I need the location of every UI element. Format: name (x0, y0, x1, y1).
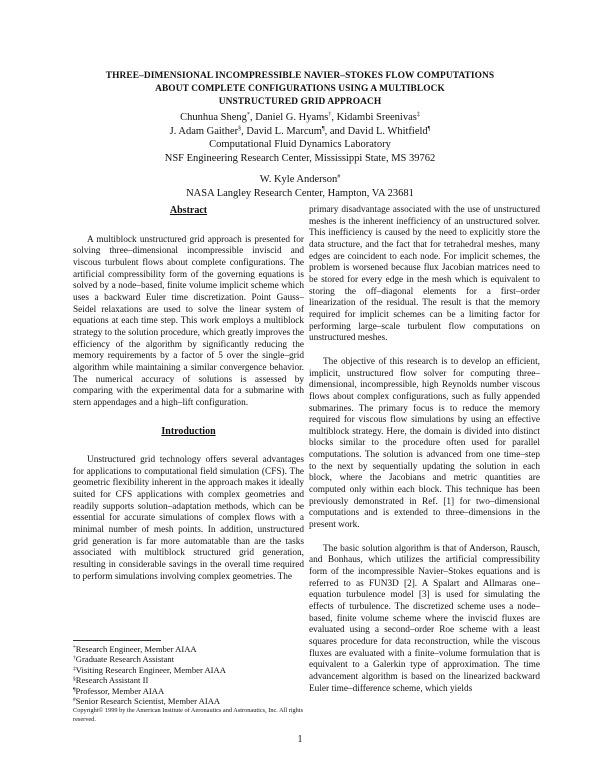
footnotes (73, 640, 304, 724)
author-mark: # (337, 174, 341, 180)
abstract-heading: Abstract (169, 205, 208, 216)
author-mark: § (238, 125, 242, 132)
footnote-rule (73, 640, 161, 641)
author-name: , Daniel G. Hyams (249, 112, 329, 123)
author-mark: * (246, 112, 250, 118)
affiliation-center: NSF Engineering Research Center, Mississippi State, MS 39762 (164, 152, 436, 164)
author-mark: ¶ (427, 125, 431, 132)
abstract-text: A multiblock unstructured grid approach is presented for solving three–dimensional incompressible inviscid and viscous turbulent flows about complete configurations. The artificial compressibility form of the governing equations is solved by a node–based, finite volume implicit scheme which uses a backward Euler time discretization. Point Gauss–Seidel relaxations are used to solve the linear system of equations at each time step. This work employs a multiblock strategy to the solution procedure, which greatly improves the efficiency of the algorithm by significantly reducing the memory requirements by a factor of 5 over the single–grid algorithm while maintaining a similar convergence behavior. The numerical accuracy of solutions is assessed by comparing with the experimental data for a submarine with stern appendages and a high–lift configuration. (73, 234, 304, 408)
right-column (309, 205, 540, 707)
intro-paragraph-1: Unstructured grid technology offers several advantages for applications to computational field simulation (CFS). The geometric flexibility inherent in the approach makes it ideally suited for CFS applications with complex geometries and readily supports solution–adaptation methods, which can be essential for accurate simulations of complex flows with a minimal number of mesh points. In addition, unstructured grid generation is far more automatable than are the tasks associated with multiblock structured grid generation, resulting in considerable savings in the overall time required to perform simulations involving complex geometries. The (73, 455, 304, 582)
author-name: , Kidambi Sreenivas (331, 112, 417, 123)
author-name: W. Kyle Anderson (259, 174, 338, 185)
author-name: , and David L. Whitfield (324, 125, 428, 137)
intro-paragraph-4: The basic solution algorithm is that of Anderson, Rausch, and Bonhaus, which utilizes the artificial compressibility form of the incompressible Navier–Stokes equations and is referred to as FUN3D [2]. A Spalart and Allmaras one–equation turbulence model [3] is used for simulating the effects of turbulence. The discretized scheme uses a node–based, finite volume scheme where the inviscid fluxes are evaluated using a second–order Roe scheme with a least squares procedure for data reconstruction, while the viscous fluxes are evaluated with a finite–volume formulation that is equivalent to a Galerkin type of approximation. The time advancement algorithm is based on the linearized backward Euler time–difference scheme, which yields (309, 543, 540, 694)
author-line-2 (60, 125, 540, 139)
author-mark: † (328, 112, 332, 118)
footnote: §Research Assistant II (73, 675, 149, 686)
author-block (60, 111, 540, 200)
footnote: #Senior Research Scientist, Member AIAA (73, 696, 221, 707)
introduction-heading: Introduction (161, 425, 216, 437)
intro-paragraph-3: The objective of this research is to develop an efficient, implicit, unstructured flow solver for computing three–dimensional, incompressible, high Reynolds number viscous flows about complex configurations, such as fully appended submarines. The primary focus is to reduce the memory required for viscous flow simulations by using an effective multiblock strategy. Here, the domain is divided into distinct blocks similar to the procedure often used for parallel computations. The solution is advanced from one time–step to the next by sequentially updating the solution in each block, where the Jacobians and metric quantities are computed only within each block. This technique has been previously demonstrated in Ref. [1] for two–dimensional computations and is extended to three–dimensions in the present work. (309, 356, 540, 531)
footnote: ‡Visiting Research Engineer, Member AIAA (73, 664, 226, 675)
title-line-2: ABOUT COMPLETE CONFIGURATIONS USING A MULTIBLOCK (155, 84, 445, 94)
paper-title (60, 70, 540, 109)
author-line-3 (60, 173, 540, 187)
author-name: Chunhua Sheng (180, 112, 247, 123)
intro-paragraph-2: primary disadvantage associated with the use of unstructured meshes is the inherent inefficiency of an unstructured solver. This inefficiency is caused by the need to explicitly store the data structure, and the fact that for tetrahedral meshes, many edges are coincident to each node. For implicit schemes, the problem is worsened because flux Jacobian matrices need to be stored for every edge in the mesh which is equivalent to storing the off–diagonal elements for a first–order linearization of the residual. The result is that the memory required for implicit schemes can be a limiting factor for performing large–scale turbulent flow computations on unstructured meshes. (309, 205, 540, 344)
author-mark: ‡ (416, 112, 420, 118)
title-line-3: UNSTRUCTURED GRID APPROACH (218, 97, 382, 107)
author-name: J. Adam Gaither (169, 125, 239, 137)
title-line-1: THREE–DIMENSIONAL INCOMPRESSIBLE NAVIER–STOKES FLOW COMPUTATIONS (105, 71, 495, 81)
left-column (73, 205, 304, 595)
footnote: *Research Engineer, Member AIAA (73, 644, 197, 654)
author-line-1 (60, 111, 540, 125)
author-name: , David L. Marcum (241, 125, 322, 137)
affiliation-lab: Computational Fluid Dynamics Laboratory (209, 139, 391, 150)
author-mark: ¶ (321, 125, 325, 132)
copyright-notice: Copyright© 1999 by the American Institute of Aeronautics and Astronautics, Inc. All rights reserved. (73, 707, 304, 723)
page-number: 1 (297, 734, 303, 745)
footnote: ¶Professor, Member AIAA (73, 685, 165, 696)
affiliation-nasa: NASA Langley Research Center, Hampton, VA 23681 (186, 187, 414, 199)
footnote: †Graduate Research Assistant (73, 654, 175, 665)
